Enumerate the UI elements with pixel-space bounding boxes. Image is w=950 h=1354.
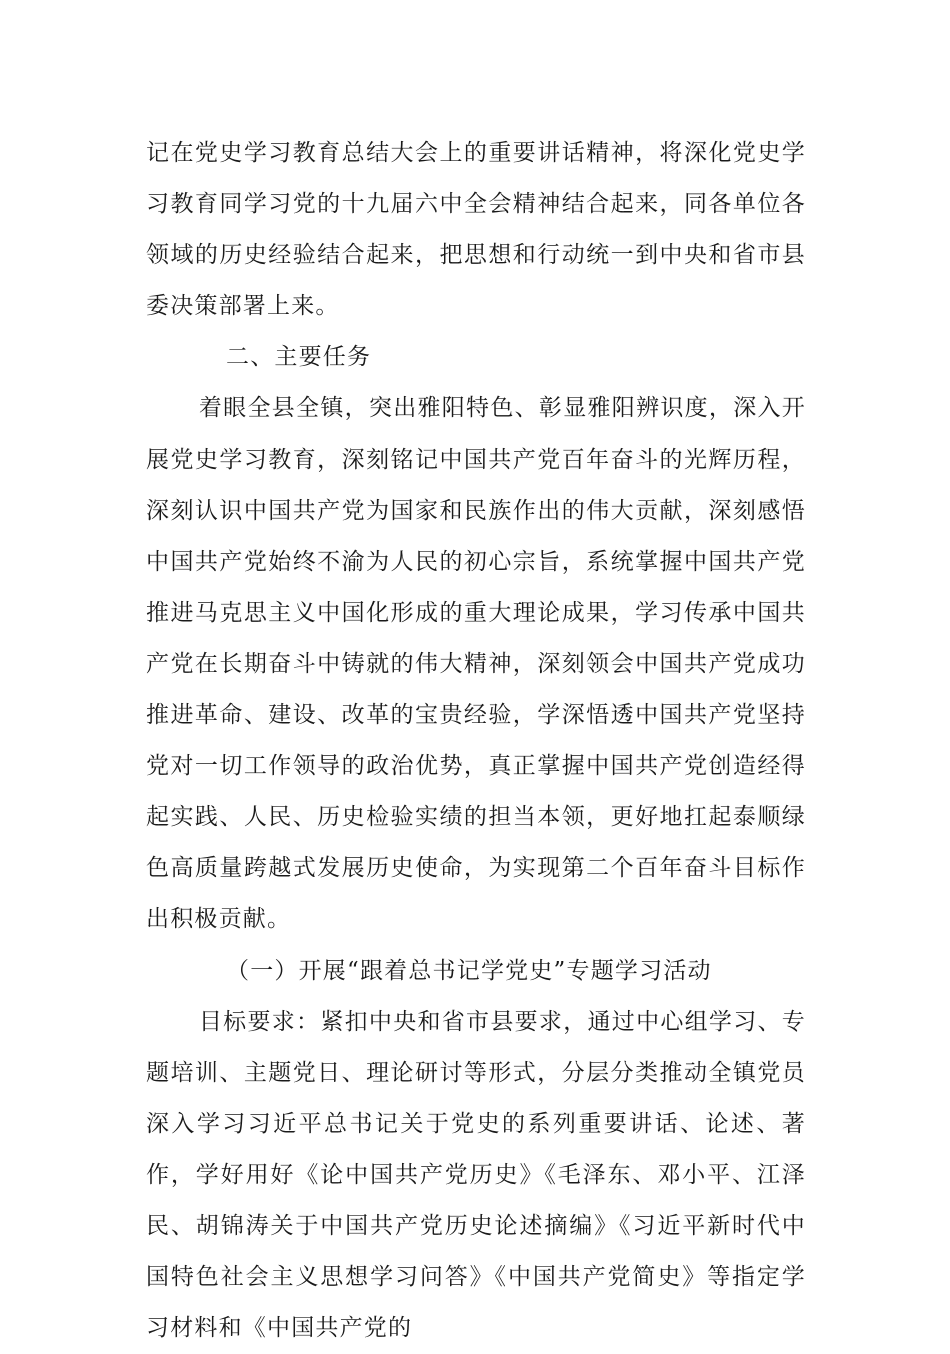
paragraph-main-tasks: 着眼全县全镇，突出雅阳特色、彰显雅阳辨识度，深入开展党史学习教育，深刻铭记中国共产党百年奋斗的光辉历程，深刻认识中国共产党为国家和民族作出的伟大贡献，深刻感悟中国共产党始终不渝为人民的初心宗旨，系统掌握中国共产党推进马克思主义中国化形成的重大理论成果，学习传承中国共产党在长期奋斗中铸就的伟大精神，深刻领会中国共产党成功推进革命、建设、改革的宝贵经验，学深悟透中国共产党坚持党对一切工作领导的政治优势，真正掌握中国共产党创造经得起实践、人民、历史检验实绩的担当本领，更好地扛起泰顺绿色高质量跨越式发展历史使命，为实现第二个百年奋斗目标作出积极贡献。 bbox=[146, 395, 806, 933]
section-heading: 二、主要任务 bbox=[226, 344, 372, 371]
paragraph-continuation: 记在党史学习教育总结大会上的重要讲话精神，将深化党史学习教育同学习党的十九届六中全会精神结合起来，同各单位各领域的历史经验结合起来，把思想和行动统一到中央和省市县委决策部署上来。 bbox=[146, 140, 806, 320]
paragraph-goals: 目标要求：紧扣中央和省市县要求，通过中心组学习、专题培训、主题党日、理论研讨等形式，分层分类推动全镇党员深入学习习近平总书记关于党史的系列重要讲话、论述、著作，学好用好《论中国共产党历史》《毛泽东、邓小平、江泽民、胡锦涛关于中国共产党历史论述摘编》《习近平新时代中国特色社会主义思想学习问答》《中国共产党简史》等指定学习材料和《中国共产党的 bbox=[146, 1008, 806, 1342]
subsection-heading: （一）开展“跟着总书记学党史”专题学习活动 bbox=[226, 957, 712, 984]
document-body bbox=[146, 128, 806, 1354]
